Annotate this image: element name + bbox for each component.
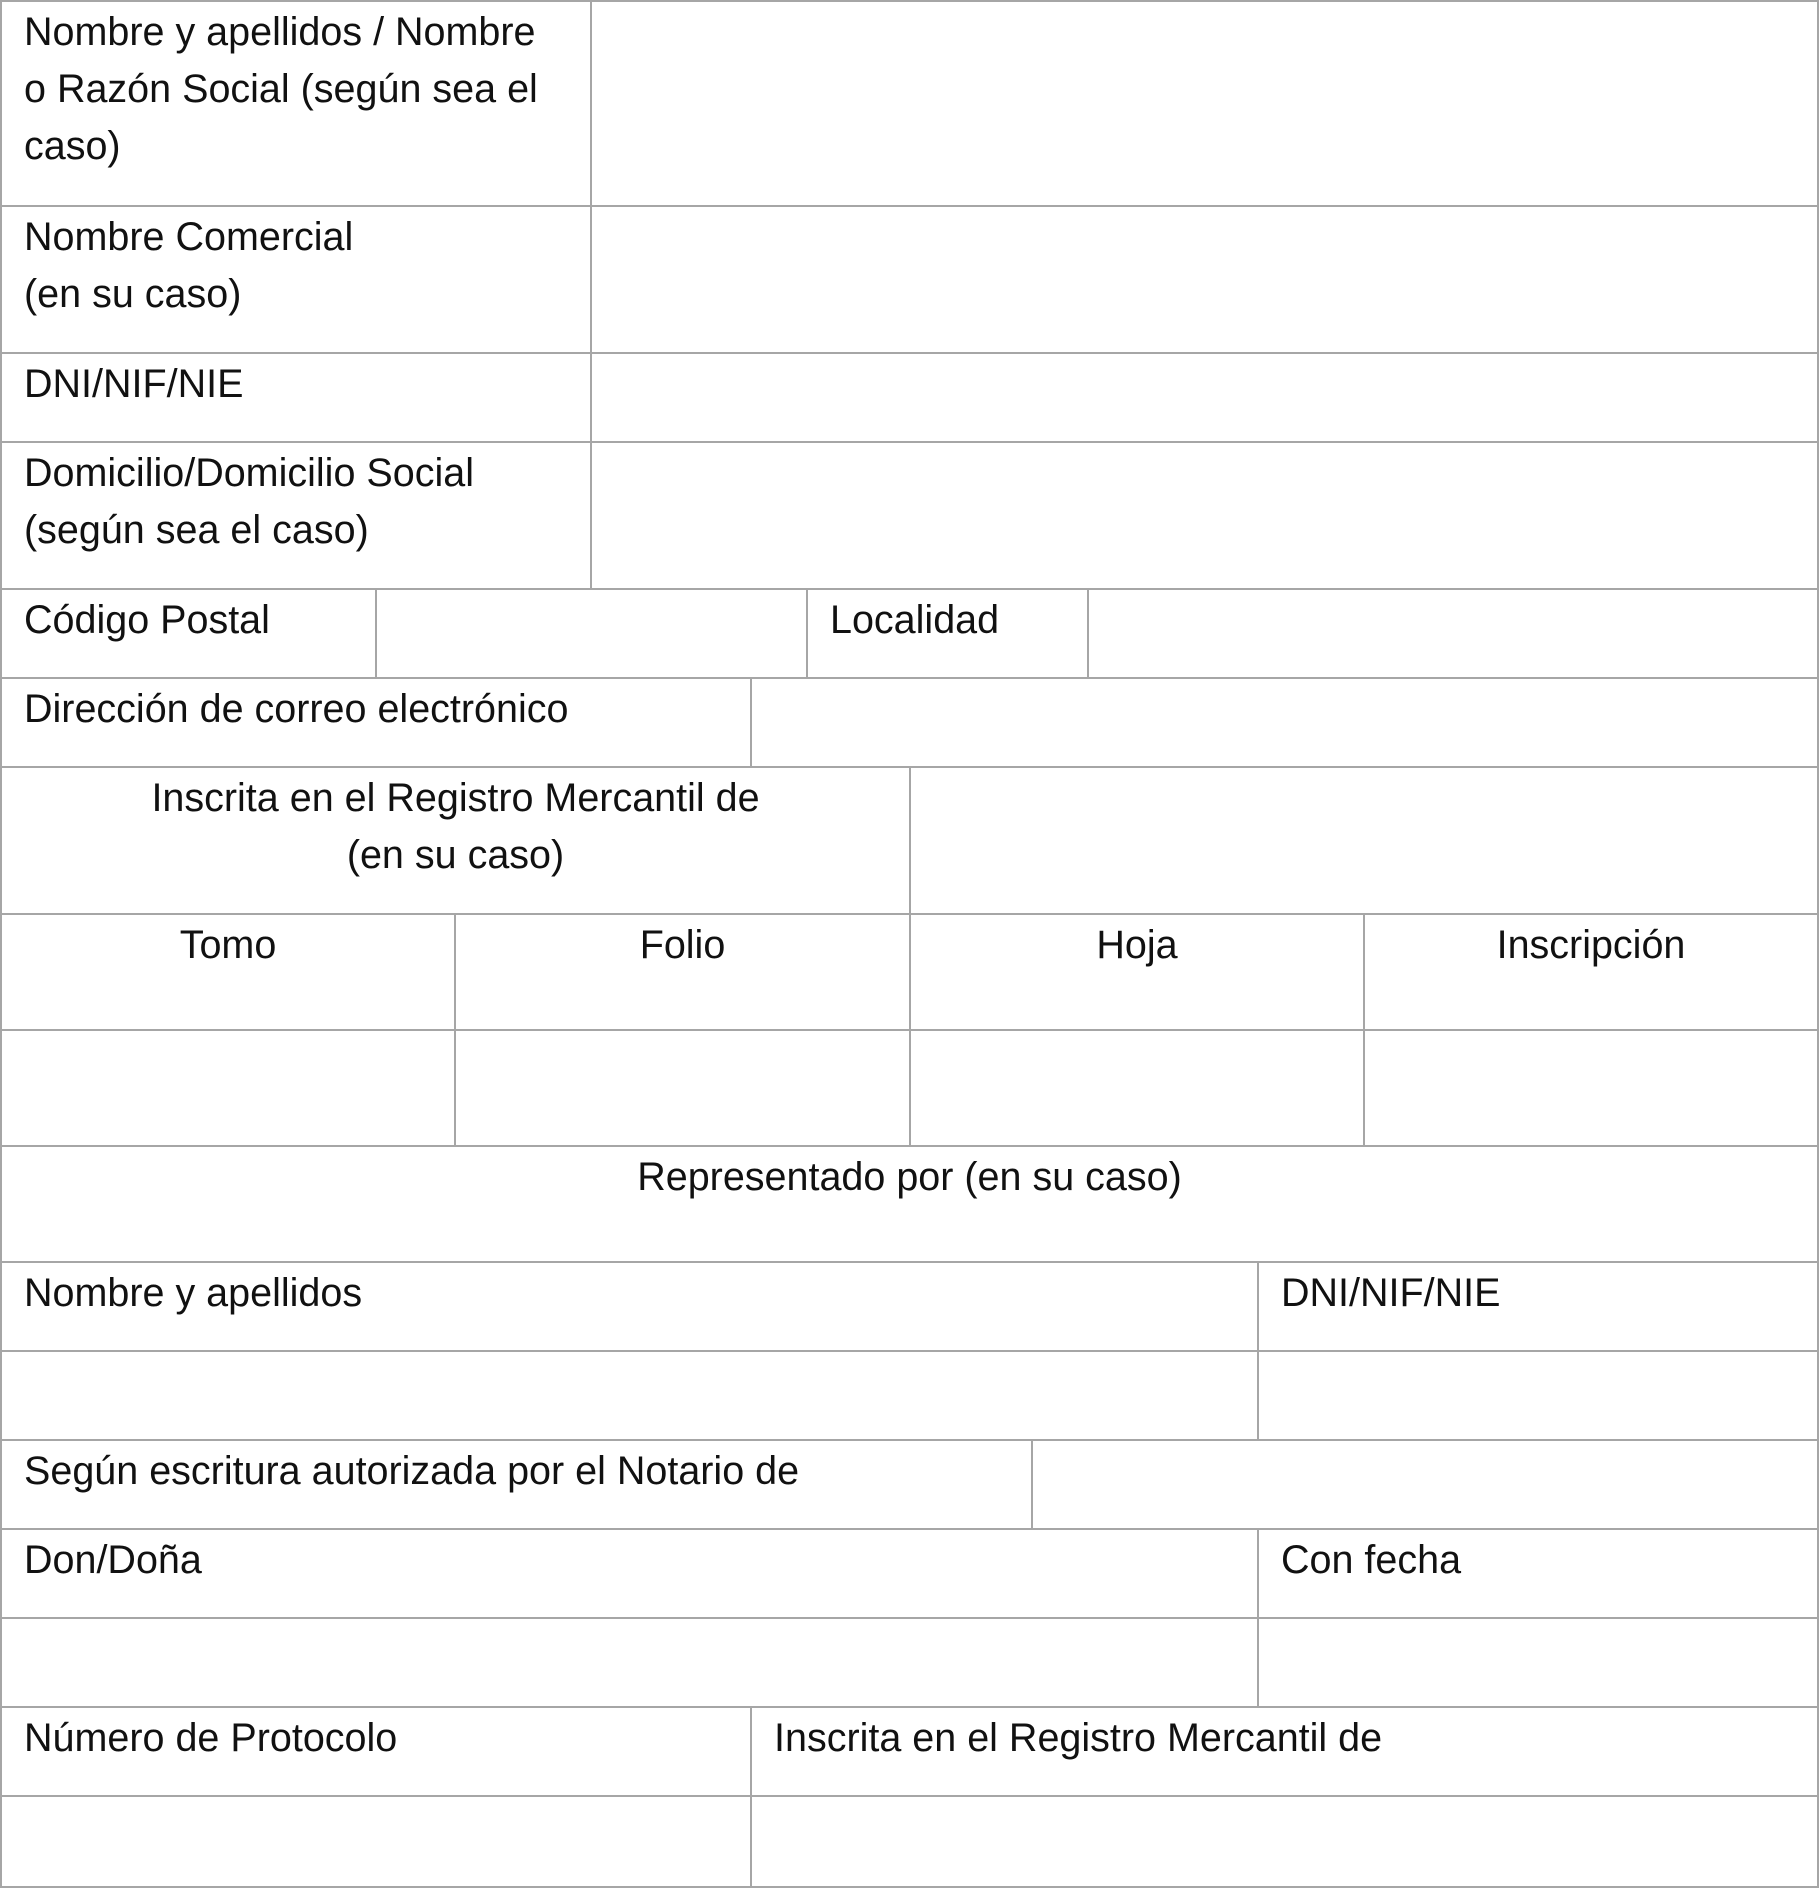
- deed-label: Según escritura autorizada por el Notario de: [0, 1439, 1033, 1530]
- email-input[interactable]: [750, 677, 1819, 768]
- registry-label: Inscrita en el Registro Mercantil de (en su caso): [0, 766, 911, 915]
- trade-name-label: Nombre Comercial (en su caso): [0, 205, 592, 354]
- tomo-label: Tomo: [0, 913, 456, 1031]
- inscripcion-input[interactable]: [1363, 1029, 1819, 1147]
- folio-label: Folio: [454, 913, 911, 1031]
- notary-name-input[interactable]: [0, 1617, 1259, 1708]
- name-input[interactable]: [590, 0, 1819, 207]
- notary-input[interactable]: [1031, 1439, 1819, 1530]
- date-label: Con fecha: [1257, 1528, 1819, 1619]
- rep-registry-label: Inscrita en el Registro Mercantil de: [750, 1706, 1819, 1797]
- id-label: DNI/NIF/NIE: [0, 352, 592, 443]
- notary-name-label: Don/Doña: [0, 1528, 1259, 1619]
- date-input[interactable]: [1257, 1617, 1819, 1708]
- address-label: Domicilio/Domicilio Social (según sea el caso): [0, 441, 592, 590]
- folio-input[interactable]: [454, 1029, 911, 1147]
- locality-input[interactable]: [1087, 588, 1819, 679]
- inscripcion-label: Inscripción: [1363, 913, 1819, 1031]
- hoja-label: Hoja: [909, 913, 1365, 1031]
- rep-id-label: DNI/NIF/NIE: [1257, 1261, 1819, 1352]
- trade-name-input[interactable]: [590, 205, 1819, 354]
- protocol-input[interactable]: [0, 1795, 752, 1888]
- tomo-input[interactable]: [0, 1029, 456, 1147]
- locality-label: Localidad: [806, 588, 1089, 679]
- rep-id-input[interactable]: [1257, 1350, 1819, 1441]
- name-label: Nombre y apellidos / Nombre o Razón Social (según sea el caso): [0, 0, 592, 207]
- registry-input[interactable]: [909, 766, 1819, 915]
- id-input[interactable]: [590, 352, 1819, 443]
- protocol-label: Número de Protocolo: [0, 1706, 752, 1797]
- hoja-input[interactable]: [909, 1029, 1365, 1147]
- represented-by-heading: Representado por (en su caso): [0, 1145, 1819, 1263]
- rep-name-input[interactable]: [0, 1350, 1259, 1441]
- rep-name-label: Nombre y apellidos: [0, 1261, 1259, 1352]
- address-input[interactable]: [590, 441, 1819, 590]
- email-label: Dirección de correo electrónico: [0, 677, 752, 768]
- postal-code-label: Código Postal: [0, 588, 377, 679]
- rep-registry-input[interactable]: [750, 1795, 1819, 1888]
- postal-code-input[interactable]: [375, 588, 808, 679]
